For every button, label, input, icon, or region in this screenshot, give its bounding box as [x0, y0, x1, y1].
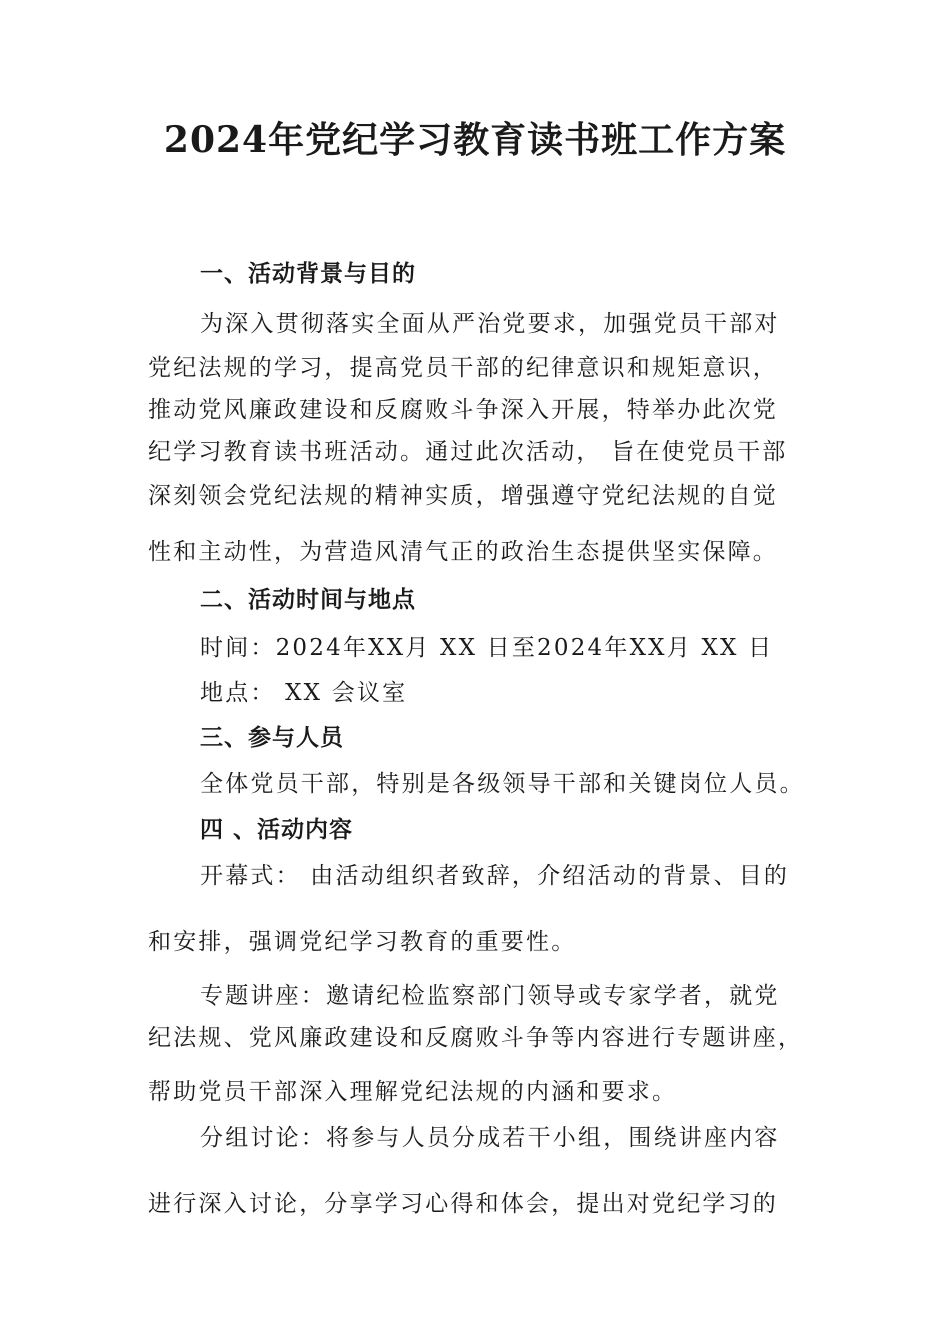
paragraph-line: 深刻领会党纪法规的精神实质，增强遵守党纪法规的自觉	[148, 483, 778, 509]
section-heading-1: 一、活动背景与目的	[200, 261, 416, 287]
section-heading-4: 四 、活动内容	[200, 817, 354, 843]
paragraph-line: 帮助党员干部深入理解党纪法规的内涵和要求。	[148, 1079, 678, 1105]
paragraph-line: 和安排，强调党纪学习教育的重要性。	[148, 929, 577, 955]
paragraph-line: 进行深入讨论，分享学习心得和体会，提出对党纪学习的	[148, 1191, 778, 1217]
paragraph-line: 分组讨论：将参与人员分成若干小组，围绕讲座内容	[200, 1125, 780, 1151]
paragraph-line: 党纪法规的学习，提高党员干部的纪律意识和规矩意识，	[148, 355, 778, 381]
paragraph-line: 推动党风廉政建设和反腐败斗争深入开展，特举办此次党	[148, 397, 778, 423]
paragraph-line: 专题讲座：邀请纪检监察部门领导或专家学者，就党	[200, 983, 780, 1009]
paragraph-line: 全体党员干部，特别是各级领导干部和关键岗位人员。	[200, 771, 805, 797]
paragraph-line: 纪学习教育读书班活动。通过此次活动， 旨在使党员干部	[148, 439, 788, 465]
document-title: 2024年党纪学习教育读书班工作方案	[163, 119, 787, 161]
section-heading-3: 三、参与人员	[200, 725, 344, 751]
paragraph-line: 为深入贯彻落实全面从严治党要求，加强党员干部对	[200, 311, 780, 337]
location-line: 地点： XX 会议室	[200, 680, 408, 706]
time-line: 时间：2024年XX月 XX 日至2024年XX月 XX 日	[200, 635, 774, 661]
paragraph-line: 纪法规、党风廉政建设和反腐败斗争等内容进行专题讲座，	[148, 1025, 804, 1051]
paragraph-line: 开幕式： 由活动组织者致辞，介绍活动的背景、目的	[200, 863, 790, 889]
paragraph-line: 性和主动性，为营造风清气正的政治生态提供坚实保障。	[148, 539, 778, 565]
section-heading-2: 二、活动时间与地点	[200, 587, 416, 613]
